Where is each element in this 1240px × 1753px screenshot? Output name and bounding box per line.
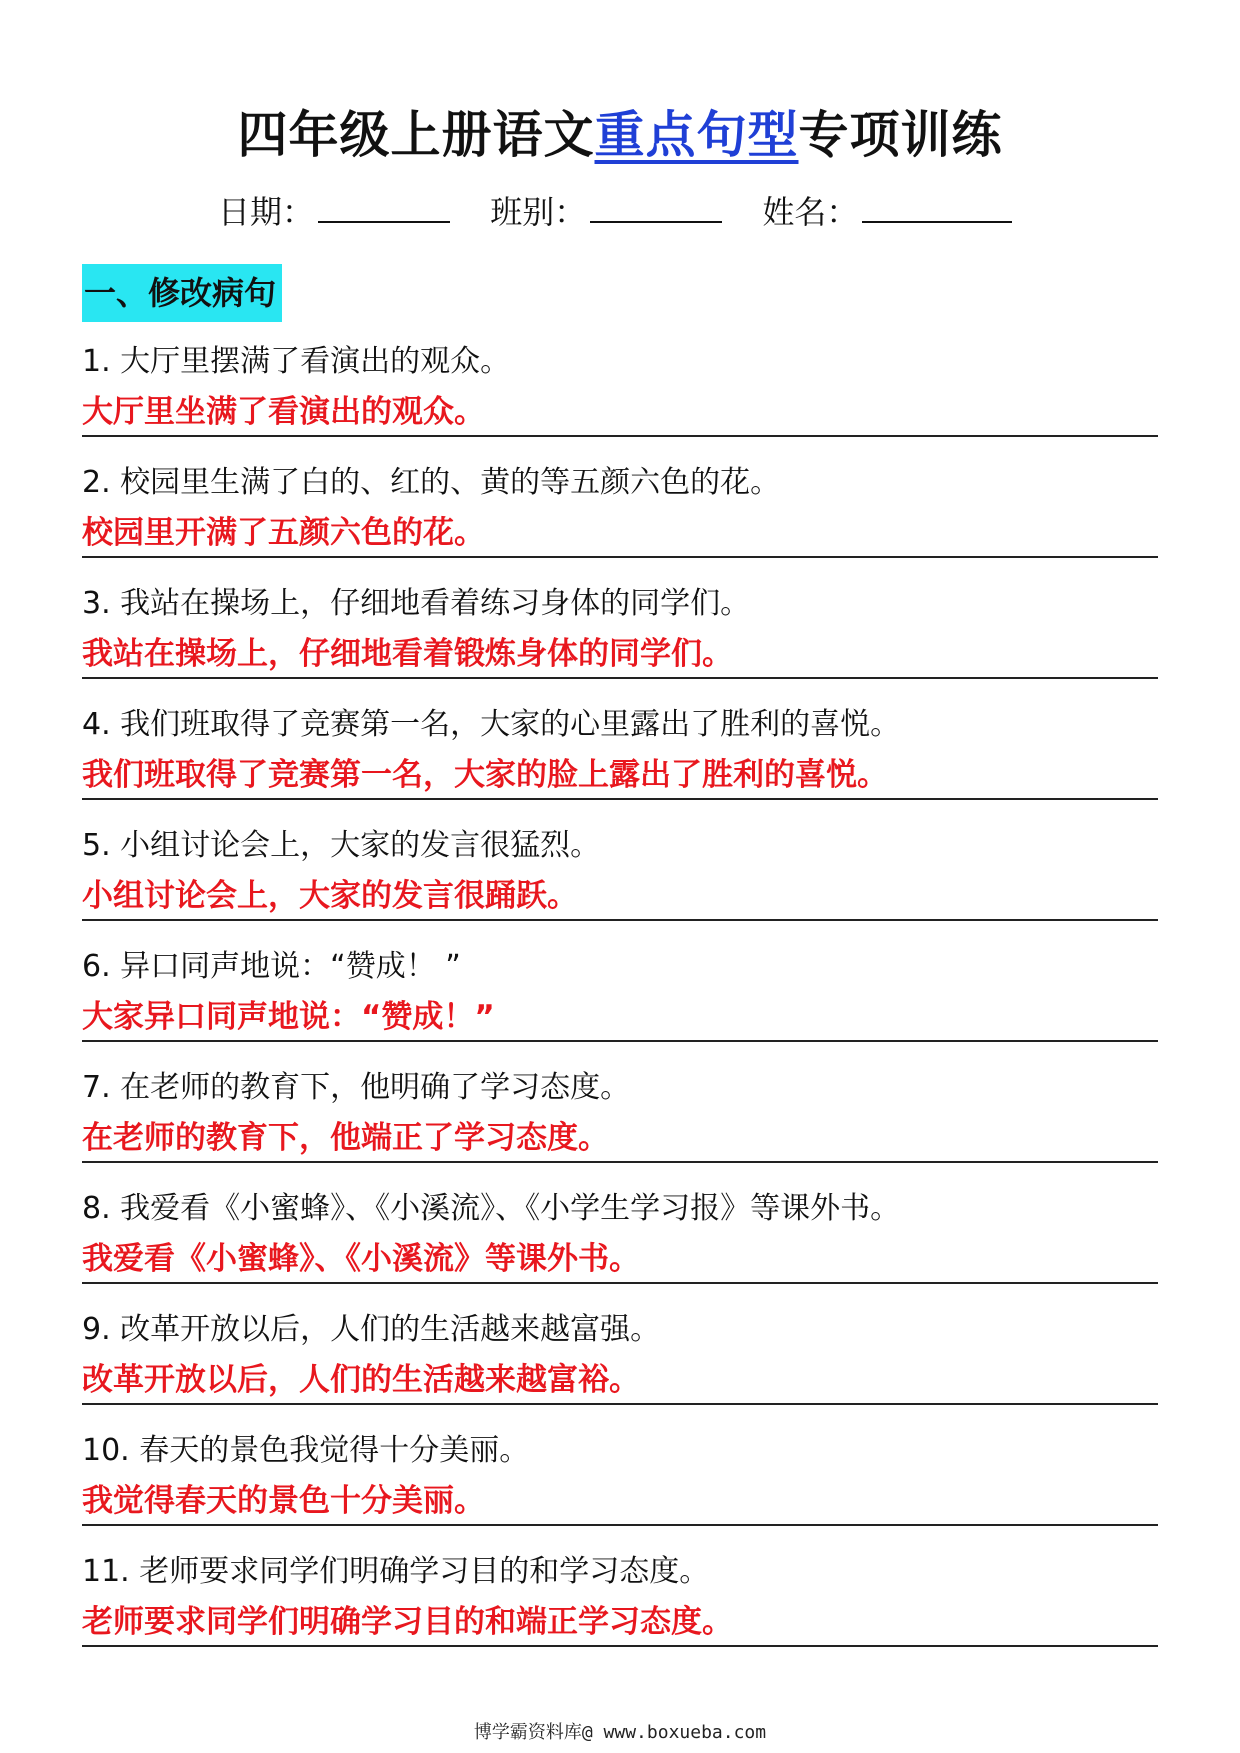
title-part2: 专项训练 xyxy=(798,106,1003,164)
question-text: 8. 我爱看《小蜜蜂》、《小溪流》、《小学生学习报》等课外书。 xyxy=(82,1191,901,1226)
exercise-item xyxy=(82,584,1158,679)
student-info-row xyxy=(218,190,1042,234)
answer-line: 我站在操场上，仔细地看着锻炼身体的同学们。 xyxy=(82,633,1158,679)
question-text: 1. 大厅里摆满了看演出的观众。 xyxy=(82,344,511,379)
exercise-item xyxy=(82,342,1158,437)
question-text: 7. 在老师的教育下，他明确了学习态度。 xyxy=(82,1070,631,1105)
exercise-item xyxy=(82,947,1158,1042)
class-label: 班别： xyxy=(490,193,587,231)
exercise-item xyxy=(82,1310,1158,1405)
section-heading: 一、修改病句 xyxy=(82,264,282,322)
answer-line: 小组讨论会上，大家的发言很踊跃。 xyxy=(82,875,1158,921)
question-text: 4. 我们班取得了竞赛第一名，大家的心里露出了胜利的喜悦。 xyxy=(82,707,901,742)
exercise-item xyxy=(82,1068,1158,1163)
question-text: 10. 春天的景色我觉得十分美丽。 xyxy=(82,1433,530,1468)
answer-line: 在老师的教育下，他端正了学习态度。 xyxy=(82,1117,1158,1163)
exercise-item xyxy=(82,1431,1158,1526)
answer-line: 我爱看《小蜜蜂》、《小溪流》等课外书。 xyxy=(82,1238,1158,1284)
exercise-item xyxy=(82,705,1158,800)
answer-line: 大家异口同声地说：“赞成！” xyxy=(82,996,1158,1042)
class-field xyxy=(490,190,722,234)
question-text: 9. 改革开放以后，人们的生活越来越富强。 xyxy=(82,1312,661,1347)
name-label: 姓名： xyxy=(762,193,859,231)
answer-line: 大厅里坐满了看演出的观众。 xyxy=(82,391,1158,437)
question-text: 2. 校园里生满了白的、红的、黄的等五颜六色的花。 xyxy=(82,465,781,500)
question-text: 11. 老师要求同学们明确学习目的和学习态度。 xyxy=(82,1554,710,1589)
exercise-item xyxy=(82,1552,1158,1647)
date-field xyxy=(218,190,450,234)
answer-line: 校园里开满了五颜六色的花。 xyxy=(82,512,1158,558)
name-blank[interactable] xyxy=(862,191,1012,223)
name-field xyxy=(762,190,1012,234)
title-highlight: 重点句型 xyxy=(594,106,799,164)
exercise-item xyxy=(82,1189,1158,1284)
title-part1: 四年级上册语文 xyxy=(237,106,595,164)
question-text: 5. 小组讨论会上，大家的发言很猛烈。 xyxy=(82,828,601,863)
exercise-item xyxy=(82,826,1158,921)
answer-line: 我觉得春天的景色十分美丽。 xyxy=(82,1480,1158,1526)
exercise-item xyxy=(82,463,1158,558)
question-text: 3. 我站在操场上，仔细地看着练习身体的同学们。 xyxy=(82,586,751,621)
answer-line: 老师要求同学们明确学习目的和端正学习态度。 xyxy=(82,1601,1158,1647)
class-blank[interactable] xyxy=(590,191,722,223)
date-label: 日期： xyxy=(218,193,315,231)
answer-line: 改革开放以后，人们的生活越来越富裕。 xyxy=(82,1359,1158,1405)
question-text: 6. 异口同声地说：“赞成！ ” xyxy=(82,949,461,984)
date-blank[interactable] xyxy=(318,191,450,223)
page-title xyxy=(0,100,1240,170)
answer-line: 我们班取得了竞赛第一名，大家的脸上露出了胜利的喜悦。 xyxy=(82,754,1158,800)
footer-watermark: 博学霸资料库@ www.boxueba.com xyxy=(473,1722,767,1743)
